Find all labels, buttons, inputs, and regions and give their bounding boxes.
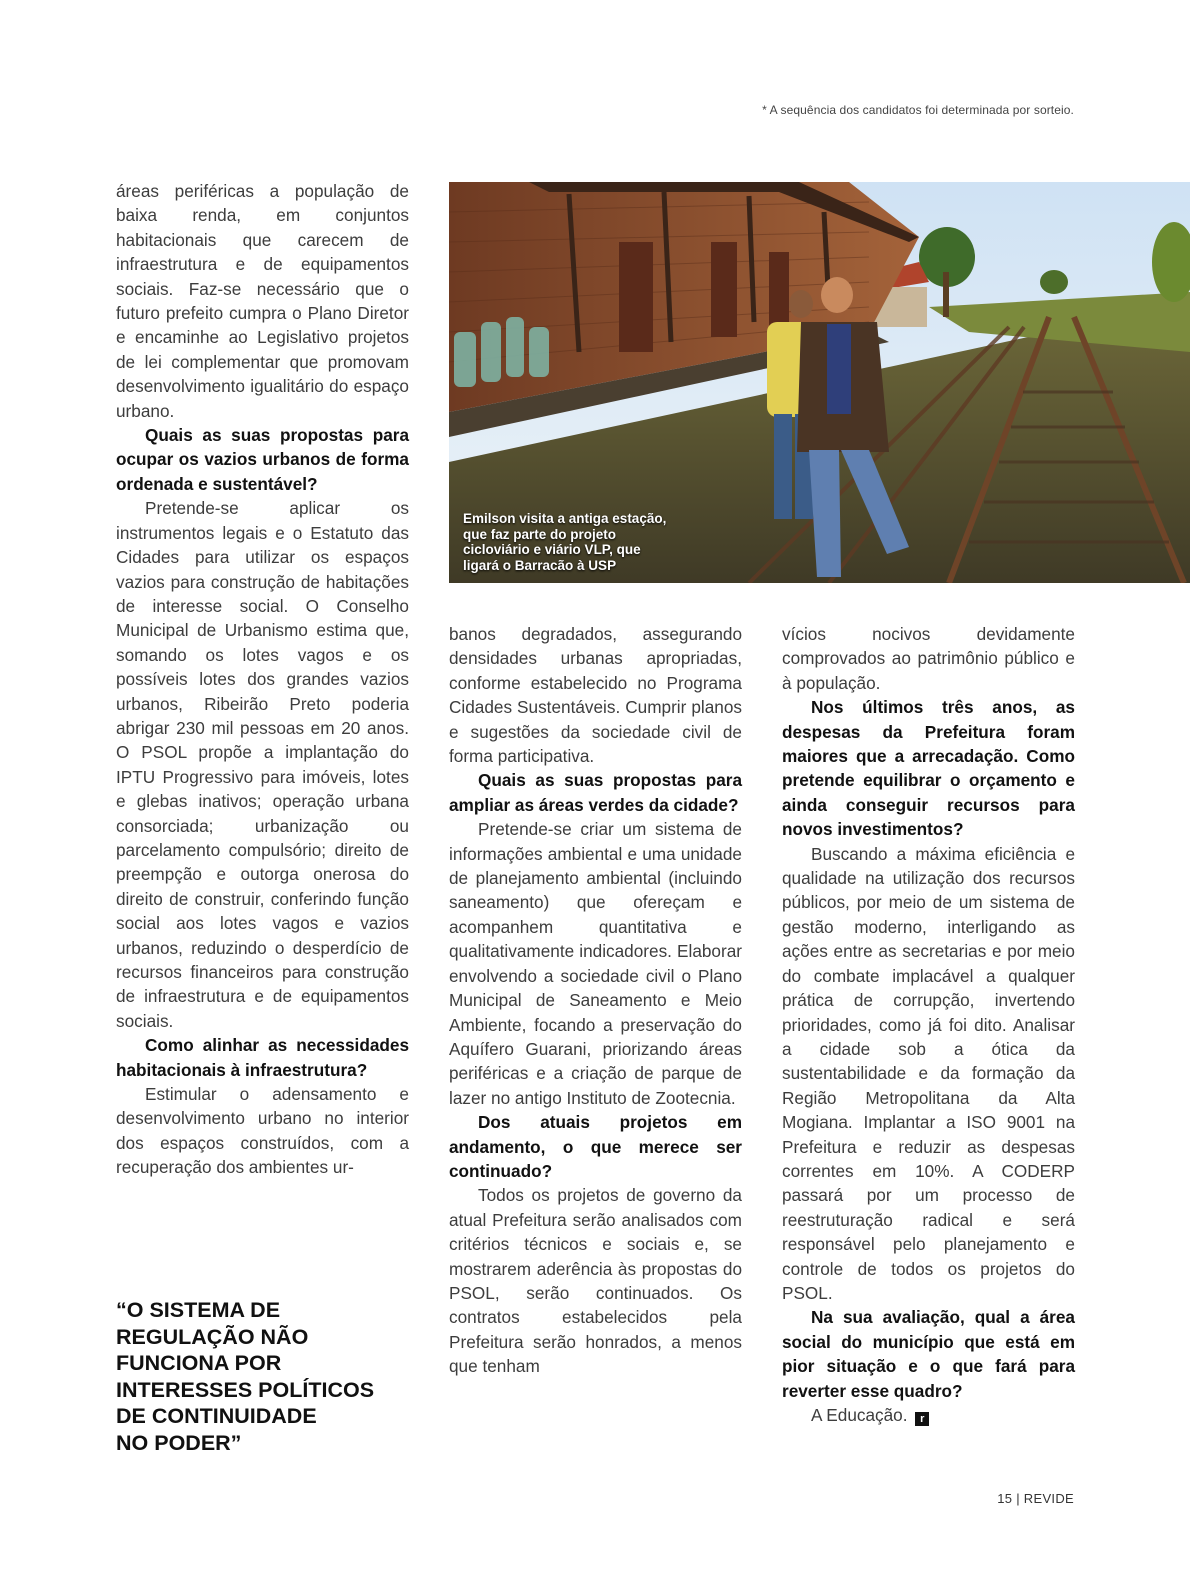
question-heading: Quais as suas propostas para ocupar os vazios urbanos de forma ordenada e sustentável? (116, 425, 409, 494)
answer-paragraph: Pretende-se criar um sistema de informações ambiental e uma unidade de planejamento ambiental (incluindo saneamento) que ofereçam e acompanhem quantitativa e qualitativamente indicadores. Elaborar envolvendo a sociedade civil o Plano Municipal de Saneamento e Meio Ambiente, focando a preservação do Aquífero Guarani, priorizando áreas periféricas e a criação de parque de lazer no antigo Instituto de Zootecnia. (449, 819, 742, 1108)
pull-quote-line: NO PODER” (116, 1430, 242, 1455)
answer-paragraph (782, 1403, 1075, 1427)
question-heading: Como alinhar as necessidades habitacionais à infraestrutura? (116, 1035, 409, 1080)
revide-end-mark-icon: r (915, 1412, 929, 1426)
paragraph: vícios nocivos devidamente comprovados ao patrimônio público e à população. (782, 624, 1075, 693)
question-heading: Na sua avaliação, qual a área social do município que está em pior situação e o que fará para reverter esse quadro? (782, 1307, 1075, 1401)
caption-line: Emilson visita a antiga estação, (463, 511, 667, 526)
station-photo (449, 182, 1190, 583)
pull-quote-line: “O SISTEMA DE (116, 1298, 281, 1322)
answer-paragraph: Estimular o adensamento e desenvolvimento urbano no interior dos espaços construídos, com a recuperação dos ambientes ur- (116, 1084, 409, 1178)
caption-line: ligará o Barracão à USP (463, 557, 617, 573)
pull-quote-line: FUNCIONA POR (116, 1351, 282, 1376)
paragraph: áreas periféricas a população de baixa renda, em conjuntos habitacionais que carecem de infraestrutura e de equipamentos sociais. Faz-se necessário que o futuro prefeito cumpra o Plano Diretor e encaminhe ao Legislativo projetos de lei complementar que promovam desenvolvimento igualitário do espaço urbano. (116, 181, 409, 421)
photo-caption (463, 511, 713, 573)
article-column-2 (449, 622, 742, 1379)
article-column-1 (116, 179, 409, 1180)
paragraph: banos degradados, assegurando densidades urbanas apropriadas, conforme estabelecido no Programa Cidades Sustentáveis. Cumprir planos e sugestões da sociedade civil de forma participativa. (449, 624, 742, 767)
answer-paragraph: Buscando a máxima eficiência e qualidade na utilização dos recursos públicos, por meio de um sistema de gestão moderno, interligando as ações entre as secretarias e por meio do combate implacável a qualquer prática de corrupção, invertendo prioridades, como já foi dito. Analisar a cidade sob a ótica da sustentabilidade e da formação da Região Metropolitana da Alta Mogiana. Implantar a ISO 9001 na Prefeitura e reduzir as despesas correntes em 10%. A CODERP passará por um processo de reestruturação radical e será responsável pelo planejamento e controle de todos os projetos do PSOL. (782, 843, 1075, 1303)
pull-quote (116, 1297, 426, 1457)
question-heading: Nos últimos três anos, as despesas da Prefeitura foram maiores que a arrecadação. Como pretende equilibrar o orçamento e ainda conseguir recursos para novos investimentos? (782, 697, 1075, 840)
pull-quote-line: DE CONTINUIDADE (116, 1404, 317, 1429)
sorting-footnote: * A sequência dos candidatos foi determinada por sorteio. (762, 103, 1074, 117)
question-heading: Dos atuais projetos em andamento, o que merece ser continuado? (449, 1112, 742, 1181)
answer-paragraph: Pretende-se aplicar os instrumentos legais e o Estatuto das Cidades para utilizar os espaços vazios para construção de habitações de interesse social. O Conselho Municipal de Urbanismo estima que, somando os lotes vagos e os possíveis lotes dos grandes vazios urbanos, Ribeirão Preto poderia abrigar 230 mil pessoas em 20 anos. O PSOL propõe a implantação do IPTU Progressivo para imóveis, lotes e glebas inativos; operação urbana consorciada; urbanização ou parcelamento compulsório; direito de preempção e outorga onerosa do direito de construir, conferindo função social aos lotes vagos e vazios urbanos, reduzindo o desperdício de recursos financeiros para construção de infraestrutura e de equipamentos sociais. (116, 498, 409, 1031)
pull-quote-line: INTERESSES POLÍTICOS (116, 1377, 375, 1402)
pull-quote-line: REGULAÇÃO NÃO (116, 1324, 309, 1349)
caption-line: cicloviário e viário VLP, que (463, 542, 641, 557)
question-heading: Quais as suas propostas para ampliar as áreas verdes da cidade? (449, 770, 742, 815)
answer-paragraph: Todos os projetos de governo da atual Prefeitura serão analisados com critérios técnicos e sociais e, se mostrarem aderência às propostas do PSOL, serão continuados. Os contratos estabelecidos pela Prefeitura serão honrados, a menos que tenham (449, 1185, 742, 1377)
article-column-3 (782, 622, 1075, 1427)
caption-line: que faz parte do projeto (463, 526, 617, 542)
final-answer-text: A Educação. (811, 1405, 908, 1425)
page-footer: 15 | REVIDE (997, 1491, 1074, 1506)
